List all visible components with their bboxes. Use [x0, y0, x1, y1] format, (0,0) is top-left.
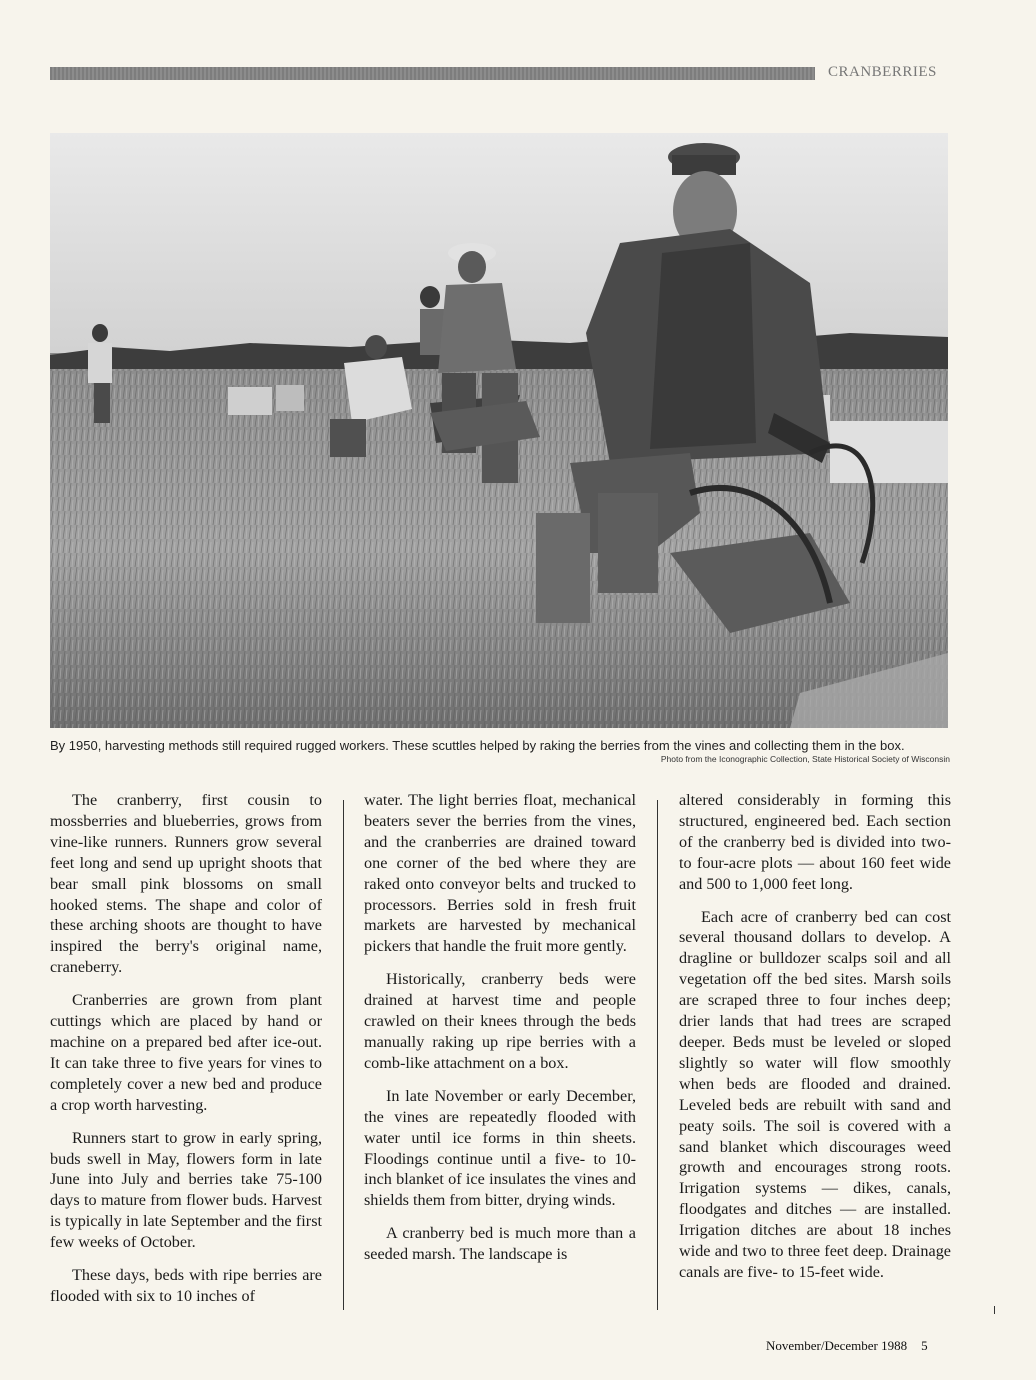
harvest-photo-icon: [50, 133, 948, 728]
paragraph: The cranberry, first cousin to mossberries and blueberries, grows from vine-like runners. Runners grow several feet long and send up upright shoots that bear small pink blossoms on small hooked stems. The shape and color of these arching shoots are thought to have inspired the berry's original name, craneberry.: [50, 791, 322, 977]
header-rule: [50, 67, 815, 80]
paragraph: Runners start to grow in early spring, buds swell in May, flowers form in late June into July and berries take 75-100 days to mature from flower buds. Harvest is typically in late September and the first few weeks of October.: [50, 1128, 322, 1252]
paragraph: Each acre of cranberry bed can cost several thousand dollars to develop. A dragline or bulldozer scalps soil and all vegetation off the bed sites. Marsh soils are scraped three to four inches deep; drier lands that had trees are scraped deeper. Beds must be leveled or sloped slightly so water will flow smoothly when beds are flooded and drained. Leveled beds are rebuilt with sand and peaty soils. The soil is covered with a sand blanket which discourages weed growth and encourages strong roots. Irrigation systems — dikes, canals, floodgates and ditches — are installed. Irrigation ditches are about 18 inches wide and two to three feet deep. Drainage canals are five- to 15-feet wide.: [679, 907, 951, 1281]
paragraph: water. The light berries float, mechanical beaters sever the berries from the vines, and the cranberries are drained toward one corner of the bed where they are raked onto conveyor belts and trucked to processors. Berries sold in fresh fruit markets are harvested by mechanical pickers that handle the fruit more gently.: [364, 791, 636, 956]
paragraph: Cranberries are grown from plant cuttings which are placed by hand or machine on a prepared bed after ice-out. It can take three to five years for vines to completely cover a new bed and produce a crop worth harvesting.: [50, 991, 322, 1114]
paragraph: A cranberry bed is much more than a seeded marsh. The landscape is: [364, 1224, 636, 1264]
column-divider: [343, 800, 344, 1310]
photo-caption: By 1950, harvesting methods still required rugged workers. These scuttles helped by raking the berries from the vines and collecting them in the box.: [50, 738, 905, 753]
page-footer: [766, 1338, 966, 1354]
page-number: 5: [921, 1338, 928, 1353]
harvest-photo: [50, 133, 948, 728]
section-label: CRANBERRIES: [828, 64, 937, 80]
column-divider: [657, 800, 658, 1310]
article-column-3: [679, 790, 951, 1295]
paragraph: Historically, cranberry beds were drained at harvest time and people crawled on their knees through the beds manually raking up ripe berries with a comb-like attachment on a box.: [364, 970, 636, 1072]
issue-date: November/December 1988: [766, 1338, 908, 1353]
paragraph: These days, beds with ripe berries are flooded with six to 10 inches of: [50, 1266, 322, 1305]
article-column-2: [364, 790, 636, 1277]
margin-mark: [994, 1306, 995, 1314]
photo-credit: Photo from the Iconographic Collection, State Historical Society of Wisconsin: [660, 754, 950, 764]
paragraph: altered considerably in forming this structured, engineered bed. Each section of the cranberry bed is divided into two- to four-acre plots — about 160 feet wide and 500 to 1,000 feet long.: [679, 791, 951, 893]
paragraph: In late November or early December, the vines are repeatedly flooded with water until ice forms in thin sheets. Floodings continue until a five- to 10-inch blanket of ice insulates the vines and shields them from bitter, drying winds.: [364, 1086, 636, 1210]
article-column-1: [50, 790, 322, 1319]
